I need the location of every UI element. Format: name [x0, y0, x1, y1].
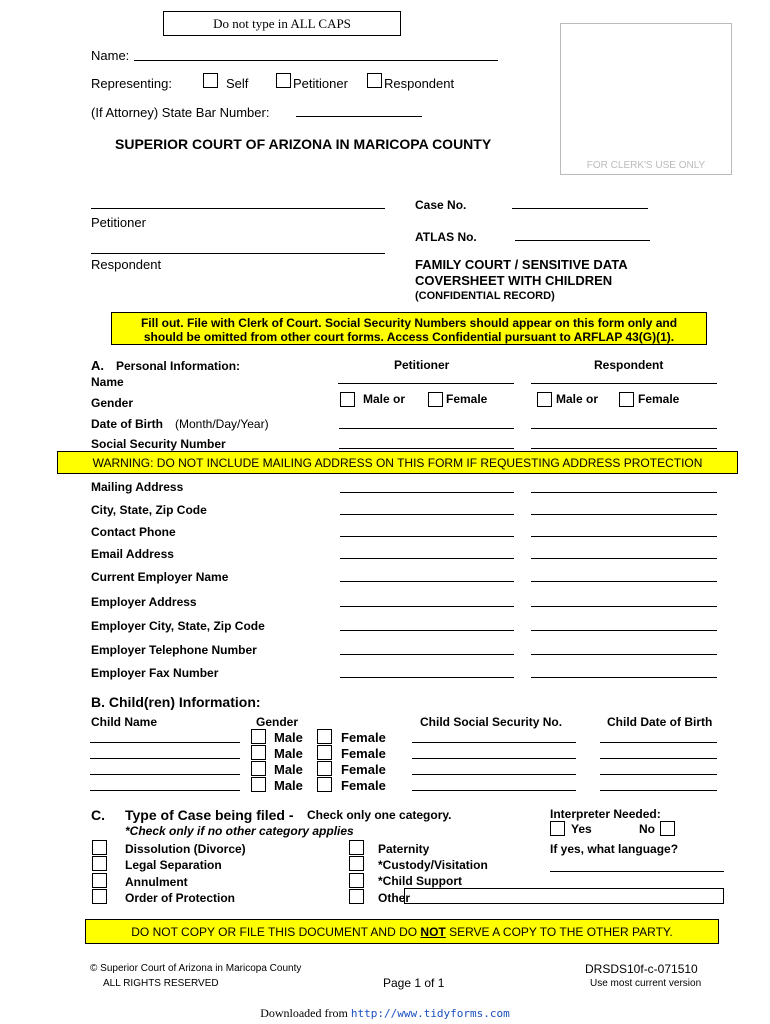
language-field[interactable]	[550, 871, 724, 872]
section-a-letter: A.	[91, 358, 104, 373]
bar-number-label: (If Attorney) State Bar Number:	[91, 105, 270, 120]
name-label: Name:	[91, 48, 130, 63]
employer-fax-label: Employer Fax Number	[91, 666, 219, 680]
ssn-row-label: Social Security Number	[91, 437, 226, 451]
bottom-notice-not: NOT	[420, 925, 446, 939]
bottom-notice-after: SERVE A COPY TO THE OTHER PARTY.	[445, 925, 673, 939]
case-paternity-checkbox[interactable]	[349, 840, 364, 855]
downloaded-prefix: Downloaded from	[260, 1006, 351, 1020]
respondent-ssn-line[interactable]	[531, 448, 717, 449]
case-other-label: Other	[378, 891, 411, 905]
doc-title-line2: COVERSHEET WITH CHILDREN	[415, 273, 613, 288]
child3-female-label: Female	[341, 762, 386, 777]
footer-copyright: © Superior Court of Arizona in Maricopa County	[90, 963, 302, 974]
section-a-title: Personal Information:	[116, 359, 241, 373]
petitioner-female-checkbox[interactable]	[428, 392, 443, 407]
case-order-protection-label: Order of Protection	[125, 891, 236, 905]
interpreter-no-checkbox[interactable]	[660, 821, 675, 836]
child4-male-label: Male	[274, 778, 303, 793]
employer-name-label: Current Employer Name	[91, 570, 229, 584]
respondent-male-label: Male or	[556, 392, 599, 406]
case-legal-separation-checkbox[interactable]	[92, 856, 107, 871]
interpreter-yes-checkbox[interactable]	[550, 821, 565, 836]
footer-form-code: DRSDS10f-c-071510	[585, 962, 698, 976]
petitioner-email-line[interactable]	[340, 558, 514, 559]
petitioner-caption-label: Petitioner	[91, 215, 146, 230]
petitioner-employer-city-line[interactable]	[340, 630, 514, 631]
section-c-title: Type of Case being filed -	[125, 807, 294, 823]
case-custody-checkbox[interactable]	[349, 856, 364, 871]
rep-petitioner-label: Petitioner	[293, 76, 348, 91]
child3-name-line[interactable]	[90, 774, 240, 775]
child4-ssn-line[interactable]	[412, 790, 576, 791]
rep-petitioner-checkbox[interactable]	[276, 73, 291, 88]
child1-female-checkbox[interactable]	[317, 729, 332, 744]
footer-page-number: Page 1 of 1	[383, 976, 445, 990]
petitioner-male-checkbox[interactable]	[340, 392, 355, 407]
petitioner-employer-phone-line[interactable]	[340, 654, 514, 655]
respondent-phone-line[interactable]	[531, 536, 717, 537]
respondent-employer-line[interactable]	[531, 581, 717, 582]
child3-dob-line[interactable]	[600, 774, 717, 775]
email-address-label: Email Address	[91, 547, 174, 561]
child4-name-line[interactable]	[90, 790, 240, 791]
case-child-support-checkbox[interactable]	[349, 873, 364, 888]
case-dissolution-checkbox[interactable]	[92, 840, 107, 855]
atlas-no-field[interactable]	[515, 240, 650, 241]
petitioner-phone-line[interactable]	[340, 536, 514, 537]
respondent-mailing-address-line[interactable]	[531, 492, 717, 493]
child4-female-checkbox[interactable]	[317, 777, 332, 792]
bar-number-field[interactable]	[296, 116, 422, 117]
respondent-name-line[interactable]	[531, 383, 717, 384]
respondent-female-label: Female	[638, 392, 680, 406]
child2-female-checkbox[interactable]	[317, 745, 332, 760]
child3-female-checkbox[interactable]	[317, 761, 332, 776]
instruction-line2: should be omitted from other court forms. Access Confidential pursuant to ARFLAP 43(G)(1).	[143, 330, 675, 344]
child1-dob-line[interactable]	[600, 742, 717, 743]
employer-address-label: Employer Address	[91, 595, 197, 609]
downloaded-link[interactable]: http://www.tidyforms.com	[350, 1007, 510, 1020]
rep-respondent-label: Respondent	[384, 76, 455, 91]
child4-male-checkbox[interactable]	[251, 777, 266, 792]
case-no-label: Case No.	[415, 198, 467, 212]
bottom-notice-text	[85, 925, 719, 939]
child1-ssn-line[interactable]	[412, 742, 576, 743]
instruction-line1: Fill out. File with Clerk of Court. Social Security Numbers should appear on this form only and	[140, 316, 678, 330]
case-other-field[interactable]	[404, 888, 724, 904]
section-c-check-one: Check only one category.	[307, 808, 452, 822]
downloaded-from	[0, 1006, 770, 1021]
petitioner-dob-line[interactable]	[339, 428, 514, 429]
case-no-field[interactable]	[512, 208, 648, 209]
employer-phone-label: Employer Telephone Number	[91, 643, 257, 657]
child3-male-checkbox[interactable]	[251, 761, 266, 776]
petitioner-employer-line[interactable]	[340, 581, 514, 582]
respondent-name-field[interactable]	[91, 253, 385, 254]
case-annulment-checkbox[interactable]	[92, 873, 107, 888]
rep-respondent-checkbox[interactable]	[367, 73, 382, 88]
respondent-employer-address-line[interactable]	[531, 606, 717, 607]
bottom-notice-before: DO NOT COPY OR FILE THIS DOCUMENT AND DO	[131, 925, 421, 939]
petitioner-ssn-line[interactable]	[339, 448, 514, 449]
name-field[interactable]	[134, 60, 498, 61]
interpreter-label: Interpreter Needed:	[550, 807, 661, 821]
respondent-employer-phone-line[interactable]	[531, 654, 717, 655]
child2-male-checkbox[interactable]	[251, 745, 266, 760]
interpreter-no-label: No	[639, 822, 655, 836]
col-respondent-header: Respondent	[594, 358, 664, 372]
petitioner-employer-address-line[interactable]	[340, 606, 514, 607]
child2-female-label: Female	[341, 746, 386, 761]
child-ssn-header: Child Social Security No.	[420, 715, 563, 729]
case-other-checkbox[interactable]	[349, 889, 364, 904]
atlas-no-label: ATLAS No.	[415, 230, 477, 244]
child2-name-line[interactable]	[90, 758, 240, 759]
petitioner-city-line[interactable]	[340, 514, 514, 515]
child2-male-label: Male	[274, 746, 303, 761]
court-title: SUPERIOR COURT OF ARIZONA IN MARICOPA COUNTY	[115, 136, 492, 152]
clerk-use-box	[560, 23, 732, 175]
respondent-employer-city-line[interactable]	[531, 630, 717, 631]
child-name-header: Child Name	[91, 715, 158, 729]
case-dissolution-label: Dissolution (Divorce)	[125, 842, 246, 856]
footer-version-note: Use most current version	[590, 978, 702, 989]
footer-rights: ALL RIGHTS RESERVED	[103, 978, 219, 989]
warning-text: WARNING: DO NOT INCLUDE MAILING ADDRESS ON THIS FORM IF REQUESTING ADDRESS PROTECTION	[92, 456, 703, 470]
city-state-zip-label: City, State, Zip Code	[91, 503, 207, 517]
rep-self-checkbox[interactable]	[203, 73, 218, 88]
child-gender-header: Gender	[256, 715, 299, 729]
child1-female-label: Female	[341, 730, 386, 745]
respondent-city-line[interactable]	[531, 514, 717, 515]
dob-hint: (Month/Day/Year)	[175, 417, 269, 431]
respondent-caption-label: Respondent	[91, 257, 162, 272]
mailing-address-label: Mailing Address	[91, 480, 184, 494]
clerk-use-label: FOR CLERK'S USE ONLY	[586, 160, 706, 171]
petitioner-male-label: Male or	[363, 392, 406, 406]
doc-subtitle: (CONFIDENTIAL RECORD)	[415, 290, 555, 302]
case-child-support-label: *Child Support	[378, 874, 462, 888]
child2-ssn-line[interactable]	[412, 758, 576, 759]
petitioner-name-line[interactable]	[338, 383, 514, 384]
case-order-protection-checkbox[interactable]	[92, 889, 107, 904]
child1-male-label: Male	[274, 730, 303, 745]
child4-female-label: Female	[341, 778, 386, 793]
petitioner-name-field[interactable]	[91, 208, 385, 209]
child4-dob-line[interactable]	[600, 790, 717, 791]
col-petitioner-header: Petitioner	[394, 358, 450, 372]
case-paternity-label: Paternity	[378, 842, 430, 856]
child3-ssn-line[interactable]	[412, 774, 576, 775]
petitioner-female-label: Female	[446, 392, 488, 406]
child-dob-header: Child Date of Birth	[607, 715, 713, 729]
respondent-fax-line[interactable]	[531, 677, 717, 678]
case-annulment-label: Annulment	[125, 875, 188, 889]
doc-title-line1: FAMILY COURT / SENSITIVE DATA	[415, 257, 628, 272]
representing-label: Representing:	[91, 76, 172, 91]
respondent-dob-line[interactable]	[531, 428, 717, 429]
employer-city-label: Employer City, State, Zip Code	[91, 619, 265, 633]
child3-male-label: Male	[274, 762, 303, 777]
petitioner-mailing-address-line[interactable]	[340, 492, 514, 493]
petitioner-fax-line[interactable]	[340, 677, 514, 678]
respondent-male-checkbox[interactable]	[537, 392, 552, 407]
section-c-note: *Check only if no other category applies	[125, 824, 354, 838]
section-b-title: B. Child(ren) Information:	[91, 694, 261, 710]
child1-male-checkbox[interactable]	[251, 729, 266, 744]
rep-self-label: Self	[226, 76, 249, 91]
language-label: If yes, what language?	[550, 842, 679, 856]
respondent-email-line[interactable]	[531, 558, 717, 559]
dob-row-label: Date of Birth	[91, 417, 163, 431]
interpreter-yes-label: Yes	[571, 822, 592, 836]
child1-name-line[interactable]	[90, 742, 240, 743]
respondent-female-checkbox[interactable]	[619, 392, 634, 407]
child2-dob-line[interactable]	[600, 758, 717, 759]
contact-phone-label: Contact Phone	[91, 525, 176, 539]
case-custody-label: *Custody/Visitation	[378, 858, 488, 872]
case-legal-separation-label: Legal Separation	[125, 858, 222, 872]
section-c-letter: C.	[91, 807, 105, 823]
name-row-label: Name	[91, 375, 124, 389]
top-notice-text: Do not type in ALL CAPS	[213, 16, 351, 31]
gender-row-label: Gender	[91, 396, 134, 410]
